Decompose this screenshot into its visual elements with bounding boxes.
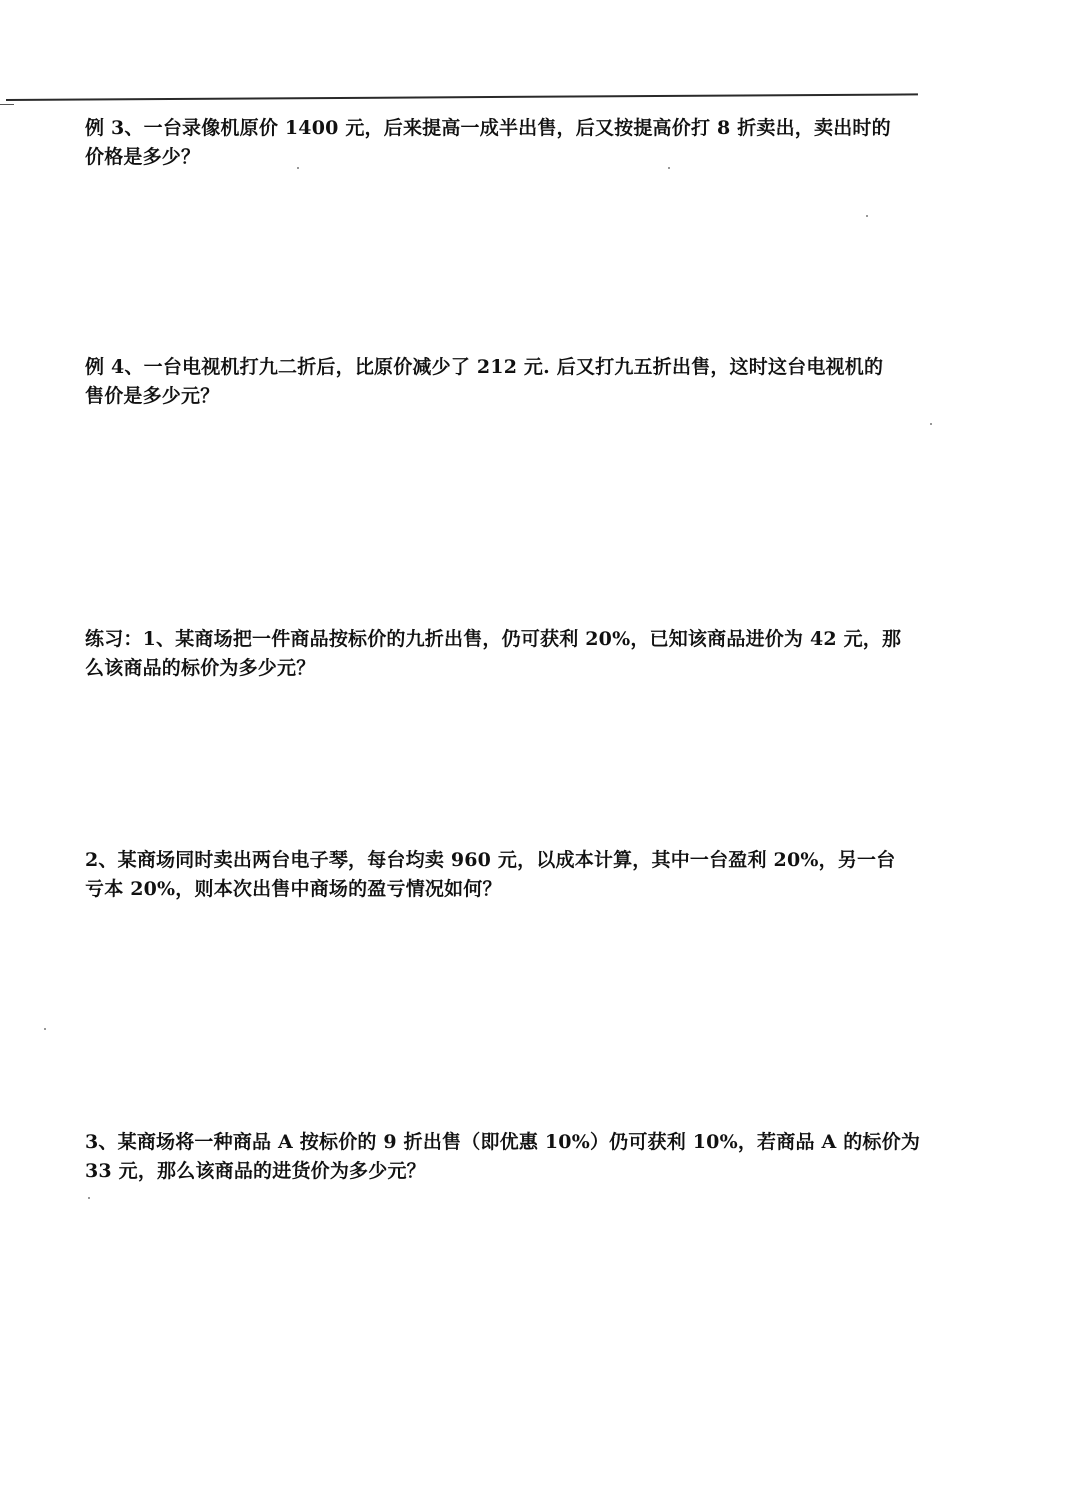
scan-speck — [668, 167, 670, 169]
problem-line: 售价是多少元？ — [85, 385, 220, 407]
problem-line: 3、某商场将一种商品 A 按标价的 9 折出售（即优惠 10%）仍可获利 10%，若商品 A 的标价为 — [85, 1131, 921, 1153]
scan-speck — [866, 215, 868, 217]
problem-line: 练习：1、某商场把一件商品按标价的九折出售，仍可获利 20%，已知该商品进价为 42 元，那 — [85, 628, 902, 650]
problem-line: 价格是多少？ — [85, 146, 201, 168]
scan-speck — [44, 1028, 46, 1030]
problem-example-3 — [85, 114, 945, 172]
problem-line: 么该商品的标价为多少元？ — [85, 657, 316, 679]
scan-speck — [297, 167, 299, 169]
problem-exercise-1 — [85, 625, 945, 683]
problem-exercise-3 — [85, 1128, 945, 1186]
problem-line: 亏本 20%，则本次出售中商场的盈亏情况如何？ — [85, 878, 502, 900]
header-rule — [6, 93, 918, 101]
problem-line: 例 3、一台录像机原价 1400 元，后来提高一成半出售，后又按提高价打 8 折卖出，卖出时的 — [85, 117, 891, 139]
problem-example-4 — [85, 353, 945, 411]
scan-speck — [88, 1197, 90, 1199]
header-rule-tick — [0, 104, 14, 105]
problem-line: 2、某商场同时卖出两台电子琴，每台均卖 960 元，以成本计算，其中一台盈利 20%，另一台 — [85, 849, 896, 871]
problem-exercise-2 — [85, 846, 945, 904]
problem-line: 33 元，那么该商品的进货价为多少元？ — [85, 1160, 426, 1182]
problem-line: 例 4、一台电视机打九二折后，比原价减少了 212 元. 后又打九五折出售，这时这台电视机的 — [85, 356, 884, 378]
scan-speck — [930, 423, 932, 425]
